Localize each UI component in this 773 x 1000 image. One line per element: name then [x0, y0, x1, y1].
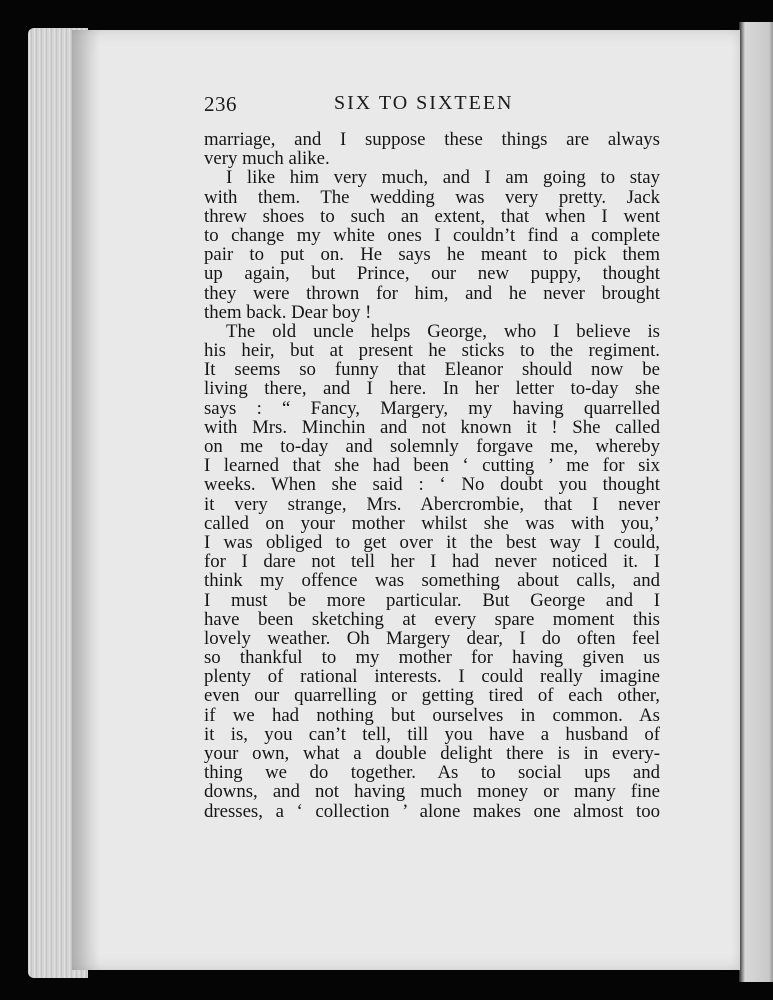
text-line: living there, and I here. In her letter to-day she — [204, 379, 660, 399]
text-line: dresses, a ‘ collection ’ alone makes one almost too — [204, 801, 660, 821]
text-line: very much alike. — [204, 149, 330, 169]
text-line: marriage, and I suppose these things are always — [204, 130, 660, 150]
gutter-shadow — [72, 30, 100, 970]
text-line: have been sketching at every spare moment this — [204, 609, 660, 629]
text-line: on me to-day and solemnly forgave me, whereby — [204, 437, 660, 457]
text-line: with them. The wedding was very pretty. Jack — [204, 187, 660, 207]
text-line: to change my white ones I couldn’t find a complete — [204, 225, 660, 246]
text-line: says : “ Fancy, Margery, my having quarrelled — [204, 398, 660, 418]
text-line: I was obliged to get over it the best way I could, — [204, 532, 660, 553]
text-line: it is, you can’t tell, till you have a husband of — [204, 724, 660, 744]
text-line: even our quarrelling or getting tired of each other, — [204, 686, 660, 706]
text-line: lovely weather. Oh Margery dear, I do often feel — [204, 628, 660, 649]
book-title: SIX TO SIXTEEN — [334, 92, 514, 114]
text-line: with Mrs. Minchin and not known it ! She called — [204, 417, 660, 437]
text-line: threw shoes to such an extent, that when I went — [204, 206, 660, 226]
running-head — [204, 92, 664, 122]
body-text — [204, 130, 660, 821]
text-line: for I dare not tell her I had never noticed it. I — [204, 552, 660, 572]
text-line: weeks. When she said : ‘ No doubt you thought — [204, 475, 660, 495]
text-line: pair to put on. He says he meant to pick them — [204, 245, 660, 265]
text-line: up again, but Prince, our new puppy, thought — [204, 264, 660, 284]
text-line: thing we do together. As to social ups and — [204, 763, 660, 783]
page-number: 236 — [204, 92, 237, 116]
text-line: if we had nothing but ourselves in common. As — [204, 705, 660, 725]
text-line: his heir, but at present he sticks to the regiment. — [204, 341, 660, 361]
text-line: they were thrown for him, and he never brought — [204, 283, 660, 303]
text-line: so thankful to my mother for having given us — [204, 648, 660, 668]
text-line: The old uncle helps George, who I believe is — [226, 321, 660, 342]
text-line: It seems so funny that Eleanor should now be — [204, 360, 660, 380]
text-line: your own, what a double delight there is in every- — [204, 744, 660, 764]
text-line: them back. Dear boy ! — [204, 302, 372, 322]
text-line: think my offence was something about calls, and — [204, 571, 660, 591]
text-line: I like him very much, and I am going to stay — [226, 168, 660, 188]
text-line: I must be more particular. But George and I — [204, 590, 660, 610]
text-line: I learned that she had been ‘ cutting ’ me for six — [204, 456, 660, 476]
text-line: plenty of rational interests. I could really imagine — [204, 667, 660, 687]
text-line: downs, and not having much money or many fine — [204, 782, 660, 802]
text-line: called on your mother whilst she was with you,’ — [204, 513, 660, 533]
text-line: it very strange, Mrs. Abercrombie, that I never — [204, 494, 660, 514]
facing-page-edge — [739, 22, 773, 982]
